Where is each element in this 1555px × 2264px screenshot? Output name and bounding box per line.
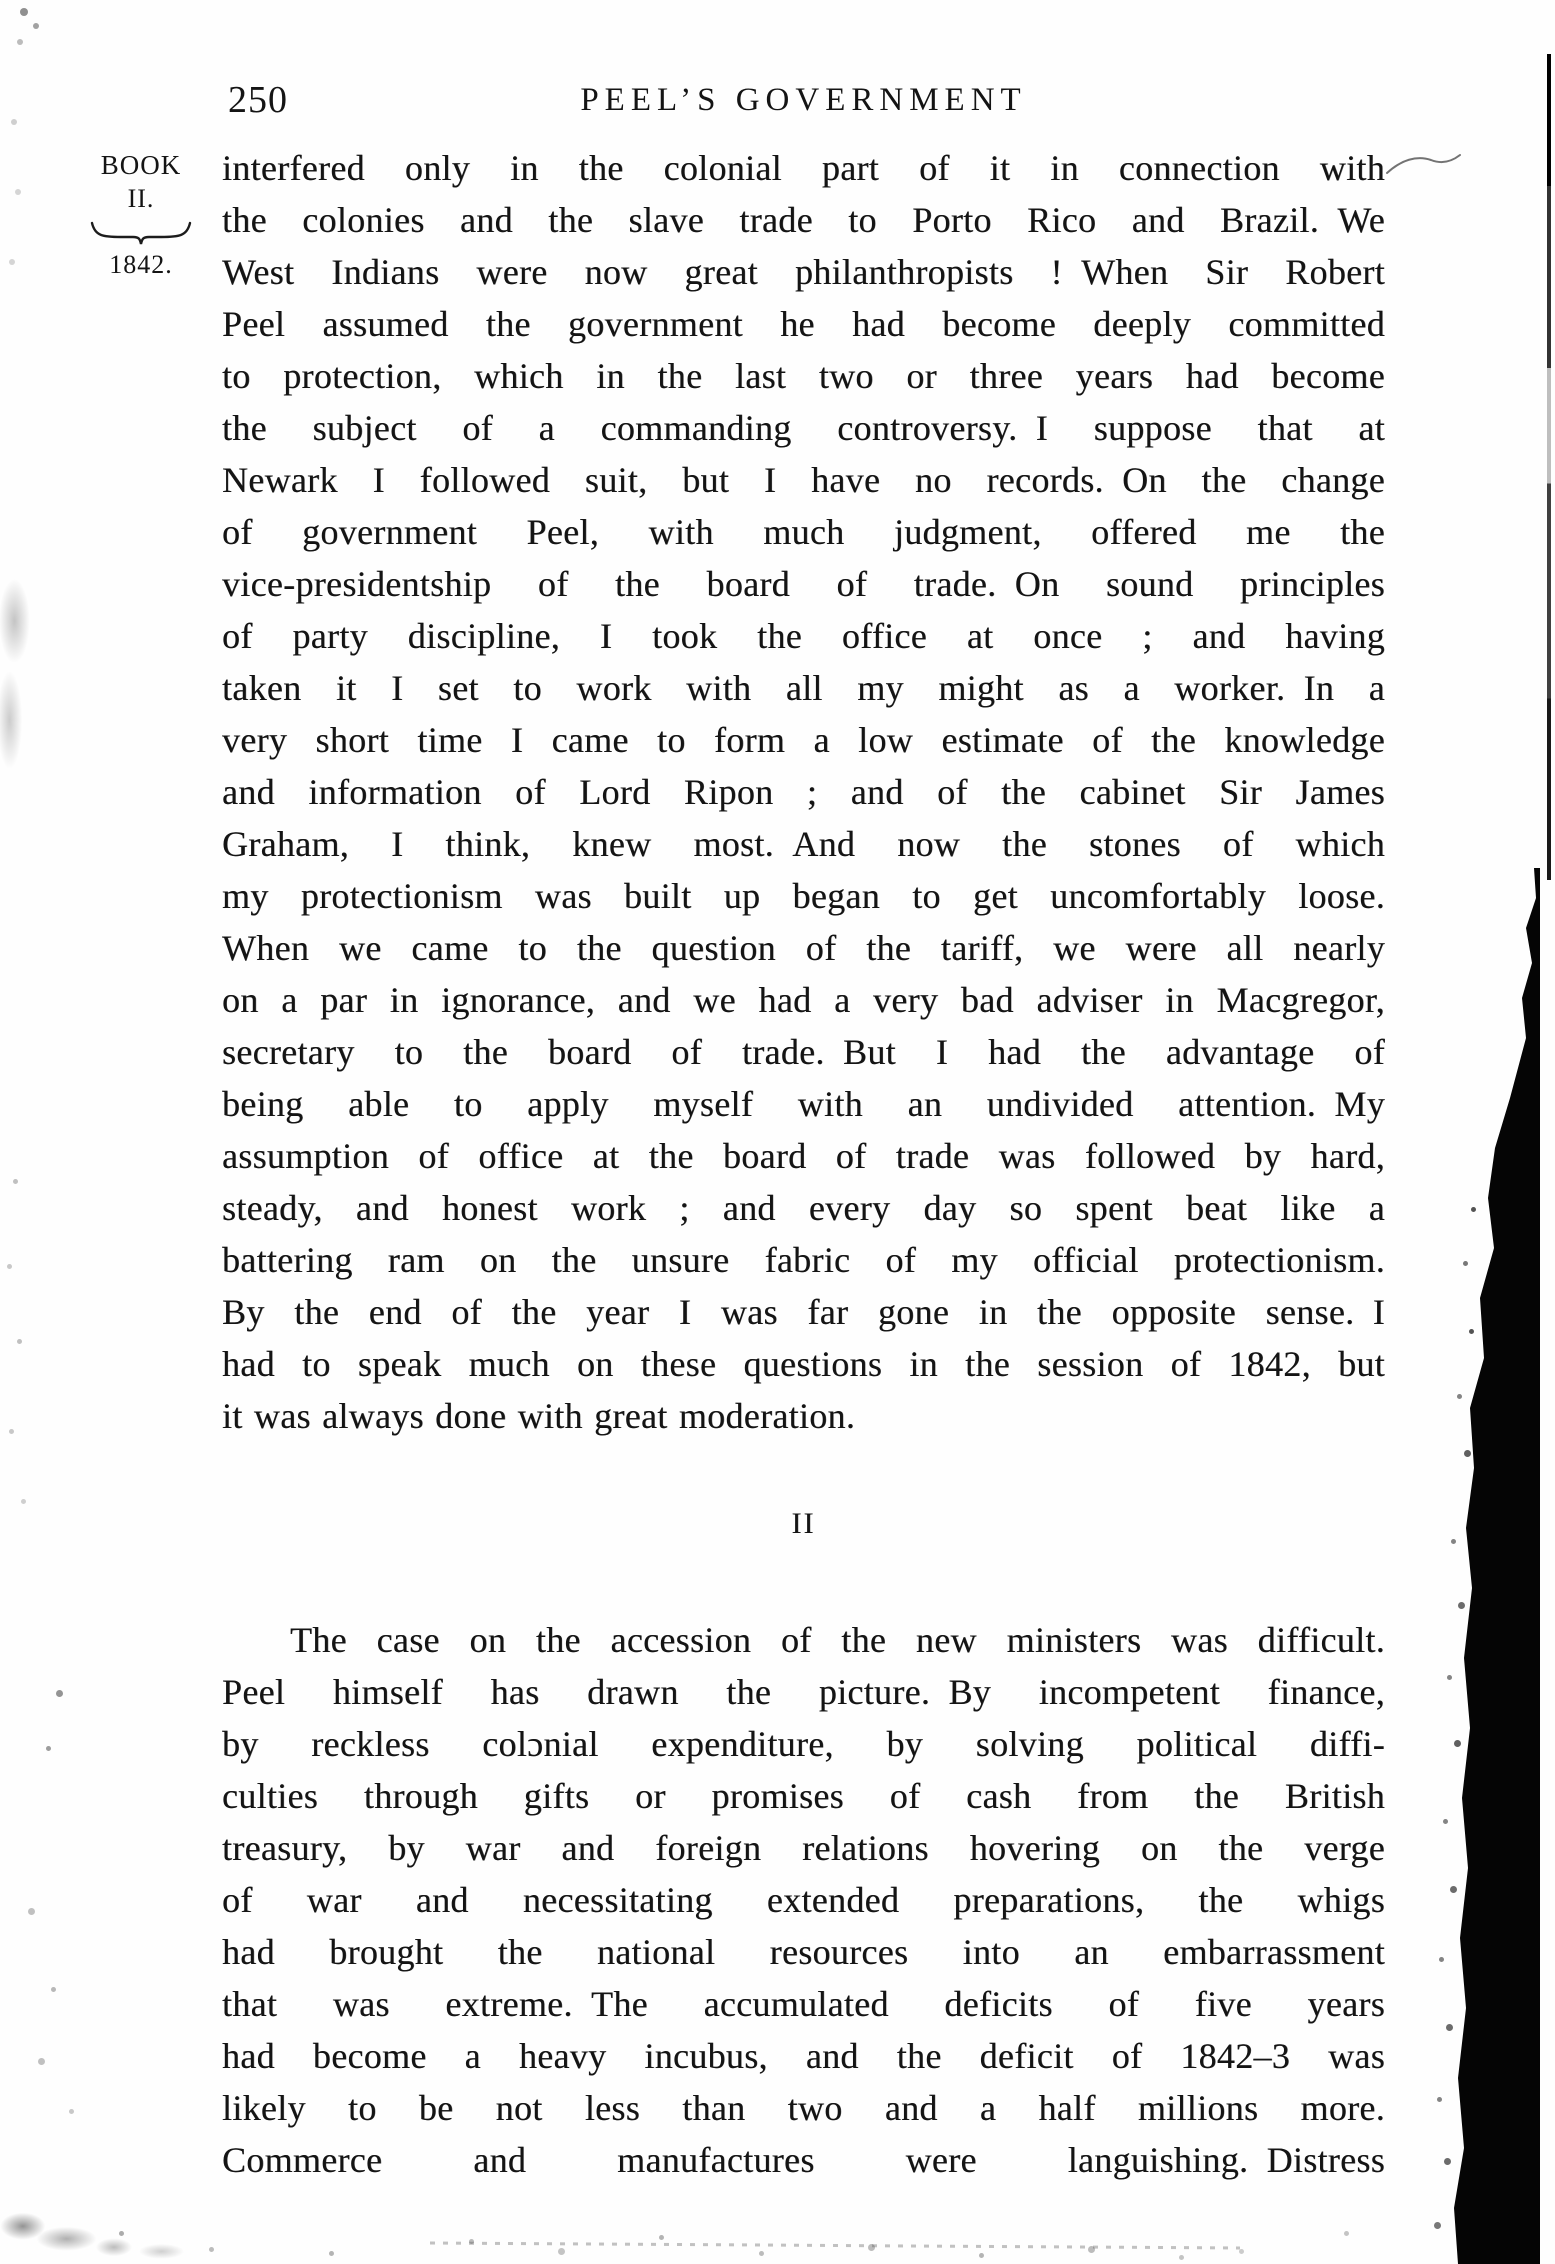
text-line: culties through gifts or promises of cash from the British <box>222 1776 1385 1816</box>
text-line: secretary to the board of trade. But I had the advantage of <box>222 1032 1385 1072</box>
text-line: it was always done with great moderation. <box>222 1396 856 1436</box>
paragraph-2 <box>222 1614 1385 2186</box>
page-number: 250 <box>228 79 288 121</box>
text-line: taken it I set to work with all my might as a worker. In a <box>222 668 1385 708</box>
text-line: my protectionism was built up began to get uncomfortably loose. <box>222 876 1385 916</box>
underbrace-icon <box>89 220 193 246</box>
text-line: battering ram on the unsure fabric of my official protectionism. <box>222 1240 1385 1280</box>
scan-dotline-bottom <box>430 2242 1240 2250</box>
text-line: had to speak much on these questions in the session of 1842, but <box>222 1344 1385 1384</box>
text-line: The case on the accession of the new ministers was difficult. <box>290 1620 1385 1660</box>
text-line: to protection, which in the last two or three years had become <box>222 356 1385 396</box>
scan-noise-bottom <box>0 0 3 3</box>
scan-squiggle-artifact <box>1385 150 1463 183</box>
text-line: Newark I followed suit, but I have no records. On the change <box>222 460 1385 500</box>
text-line: of war and necessitating extended preparations, the whigs <box>222 1880 1385 1920</box>
text-line: By the end of the year I was far gone in the opposite sense. I <box>222 1292 1385 1332</box>
text-line: interfered only in the colonial part of it in connection with <box>222 148 1385 188</box>
text-line: the subject of a commanding controversy. I suppose that at <box>222 408 1385 448</box>
margin-book-label: BOOK <box>100 150 182 180</box>
scan-ink-band <box>1440 868 1540 2264</box>
text-line: Peel assumed the government he had become deeply committed <box>222 304 1385 344</box>
text-line: by reckless colɔnial expenditure, by solving political diffi- <box>222 1724 1385 1764</box>
scan-blot-bottom-left <box>0 2180 190 2264</box>
text-line: steady, and honest work ; and every day so spent beat like a <box>222 1188 1385 1228</box>
text-line: of party discipline, I took the office at once ; and having <box>222 616 1385 656</box>
text-line: and information of Lord Ripon ; and of the cabinet Sir James <box>222 772 1385 812</box>
text-line: very short time I came to form a low estimate of the knowledge <box>222 720 1385 760</box>
margin-year: 1842. <box>109 250 173 279</box>
scan-edge-line <box>1547 54 1551 880</box>
text-line: Graham, I think, knew most. And now the stones of which <box>222 824 1385 864</box>
text-line: Peel himself has drawn the picture. By incompetent finance, <box>222 1672 1385 1712</box>
text-line: vice-presidentship of the board of trade. On sound principles <box>222 564 1385 604</box>
text-line: that was extreme. The accumulated deficits of five years <box>222 1984 1385 2024</box>
text-line: West Indians were now great philanthropists ! When Sir Robert <box>222 252 1385 292</box>
margin-book-numeral: II. <box>127 184 155 213</box>
text-line: had become a heavy incubus, and the deficit of 1842–3 was <box>222 2036 1385 2076</box>
running-header: PEEL’S GOVERNMENT <box>580 82 1027 118</box>
text-line: When we came to the question of the tariff, we were all nearly <box>222 928 1385 968</box>
text-line: on a par in ignorance, and we had a very bad adviser in Macgregor, <box>222 980 1385 1020</box>
section-heading: II <box>791 1507 816 1540</box>
text-column <box>222 142 1385 2186</box>
text-line: treasury, by war and foreign relations hovering on the verge <box>222 1828 1385 1868</box>
margin-note <box>80 148 202 282</box>
paragraph-1 <box>222 142 1385 1442</box>
text-line: had brought the national resources into an embarrassment <box>222 1932 1385 1972</box>
text-line: the colonies and the slave trade to Porto Rico and Brazil. We <box>222 200 1385 240</box>
scan-smudge-left <box>0 555 48 775</box>
text-line: likely to be not less than two and a half millions more. <box>222 2088 1385 2128</box>
text-line: being able to apply myself with an undivided attention. My <box>222 1084 1385 1124</box>
text-line: Commerce and manufactures were languishing. Distress <box>222 2140 1385 2180</box>
text-line: of government Peel, with much judgment, offered me the <box>222 512 1385 552</box>
text-line: assumption of office at the board of trade was followed by hard, <box>222 1136 1385 1176</box>
